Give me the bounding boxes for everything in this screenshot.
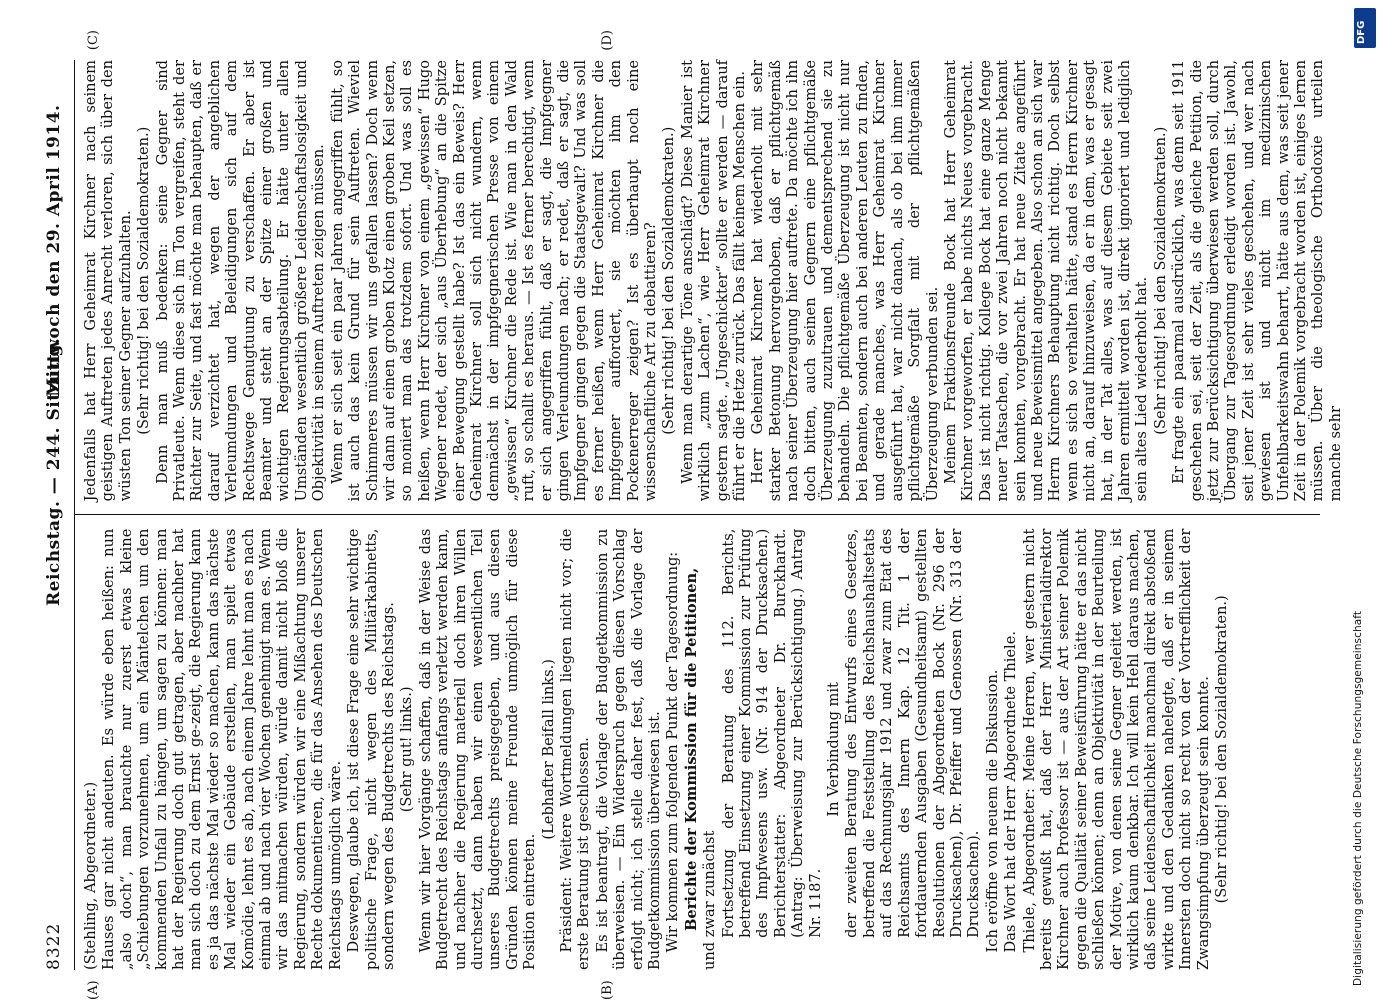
agenda-item: Fortsetzung der Beratung des 112. Berichts, betreffend Einsetzung einer Kommission zur Prüfung des Impfwesens usw. (Nr. 914 der Drucksachen.) Berichterstatter: Abgeordneter Dr. Burckhardt. (Antrag: Überweisung zur Berücksichtigung.) Antrag Nr. 1187. — [719, 528, 824, 938]
paragraph: Meinem Fraktionsfreunde Bock hat Herr Geheimrat Kirchner vorgeworfen, er habe nichts Neues vorgebracht. Das ist nicht richtig. Kollege Bock hat eine ganze Menge neuer Tatsachen, die vor zwei Jahren noch nicht bekannt sein konnten, vorgebracht. Er hat neue Zitate angeführt und neue Beweismittel angegeben. Also schon an sich war Herrn Kirchners Behauptung nicht richtig. Doch selbst wenn es sich so verhalten hätte, stand es Herrn Kirchner nicht an, darauf hinzuweisen, da er in dem, was er gesagt hat, in der Tat alles, was auf diesem Gebiete seit zwei Jahren ermittelt worden ist, direkt ignoriert und lediglich sein altes Lied wiederholt hat. — [941, 60, 1151, 502]
paragraph: und zwar zunächst — [701, 830, 719, 970]
page-header — [40, 60, 70, 970]
interjection: (Sehr gut! links.) — [398, 686, 416, 813]
session-date: Mittwoch den 29. April 1914. — [44, 104, 64, 397]
agenda-heading: Berichte der Kommission für die Petitionen, — [682, 567, 700, 931]
digitization-note — [1352, 56, 1374, 986]
interjection: (Sehr richtig! bei den Sozialdemokraten.) — [1151, 126, 1169, 435]
right-column — [82, 60, 1344, 502]
paragraph: Das Wort hat der Herr Abgeordnete Thiele. — [1002, 631, 1020, 953]
margin-mark-b: (B) — [600, 980, 615, 1000]
interjection: (Lebhafter Beifall links.) — [539, 659, 557, 840]
paragraph: Wenn er sich seit ein paar Jahren angegriffen fühlt, so ist auch das kein Grund für sein Auftreten. Wieviel Schimmeres müssen wir uns gefallen lassen? Doch wenn wir dann auf einen groben Klotz einen groben Keil setzen, so moniert man das trotzdem sofort. Und was soll es heißen, wenn Herr Kirchner von einem „gewissen“ Hugo Wegener redet, der sich „aus Überhebung“ an die Spitze einer Bewegung gestellt habe? Ist das ein Beweis? Herr Geheimrat Kirchner soll sich nicht wundern, wenn demnächst in der impfgegnerischen Presse von einem „gewissen“ Kirchner die Rede ist. Wie man in den Wald ruft, so schallt es heraus. — Ist es ferner berechtigt, wenn er sich angegriffen fühlt, daß er sagt, die Impfgegner gingen Verleumdungen nach; er redet, daß er sagt, die Impfgegner gingen gegen die Staatsgewalt? Und was soll es ferner heißen, wenn Herr Geheimrat Kirchner die Impfgegner auffordert, sie möchten ihm den Pockenerreger zeigen? Ist es überhaupt noch eine wissenschaftliche Art zu debattieren? — [328, 60, 659, 502]
page-number: 8322 — [44, 922, 64, 970]
interjection: (Sehr richtig! bei den Sozialdemokraten.) — [135, 126, 153, 435]
left-column — [82, 529, 1322, 970]
paragraph: Denn man muß bedenken: seine Gegner sind Privatleute. Wenn diese sich im Ton vergreifen, steht der Richter zur Seite, und fast möchte man behaupten, daß er darauf verzichtet hat, wegen der angeblichen Verleumdungen und Beleidigungen sich auf dem Rechtswege Genugtuung zu verschaffen. Er aber ist Beamter und steht an der Spitze einer großen und wichtigen Regierungsabteilung. Er hätte unter allen Umständen wesentlich größere Leidenschaftslosigkeit und Objektivität in seinem Auftreten zeigen müssen. — [153, 60, 328, 502]
speaker-continued: (Stehling, Abgeordneter.) — [82, 781, 99, 970]
paragraph: Präsident: Weitere Wortmeldungen liegen nicht vor; die erste Beratung ist geschlossen. — [557, 528, 593, 970]
paragraph: Thiele, Abgeordneter: Meine Herren, wer gestern nicht bereits gewußt hat, daß der Herr Ministerialdirektor Kirchner auch Professor ist — aus der Art seiner Polemik gegen die Qualität seiner Beweisführung hätte er das nicht schließen können; denn an Objektivität in der Beurteilung der Motive, von denen seine Gegner geleitet werden, ist wirklich kaum denkbar. Ich will kein Hehl daraus machen, daß seine Leidenschaftlichkeit manchmal direkt abstoßend wirkte und den Gedanken nahelegte, daß er in seinem Innersten doch nicht so recht von der Vortrefflichkeit der Zwangsimpfung überzeugt sein konnte. — [1020, 528, 1212, 970]
paragraph: Deswegen, glaube ich, ist diese Frage eine sehr wichtige politische Frage, nicht wegen des Militärkabinetts, sondern wegen des Budgetrechts des Reichstags. — [345, 528, 397, 970]
agenda-item: der zweiten Beratung des Entwurfs eines Gesetzes, betreffend die Feststellung des Reichshaushaltsetats auf das Rechnungsjahr 1912 und zwar zum Etat des Reichsamts des Innern Kap. 12 Tit. 1 der fortdauernden Ausgaben (Gesundheitsamt) gestellten Resolutionen der Abgeordneten Bock (Nr. 296 der Drucksachen), Dr. Pfeiffer und Genossen (Nr. 313 der Drucksachen). — [843, 528, 983, 938]
header-rule — [74, 60, 75, 970]
paragraph: Es ist beantragt, die Vorlage der Budgetkommission zu überweisen. — Ein Widerspruch gegen diesen Vorschlag erfolgt nicht; ich stelle daher fest, daß die Vorlage der Budgetkommission überwiesen ist. — [593, 528, 663, 970]
column-divider — [74, 514, 1320, 515]
dfg-logo-text: DFG — [1356, 20, 1367, 44]
paragraph: Hauses gar nicht andeuten. Es würde eben heißen: nun „also doch“, man brauchte nur zuerst etwas kleine „Schiebungen vorzunehmen, um ein Mäntelchen um den kommenden Unfall zu hängen, um sagen zu können: man hat der Regierung doch gut getragen, aber nachher hat man sich doch zu dem Ernst ge-zeigt, die Regierung kann es ja das nächste Mal wieder so machen, kann das nächste Mal wieder ein Gebäude erstellen, man spielt etwas Komödie, lehnt es ab, nach einem Jahre lehnt man es nach einmal ab und nach vier Wochen genehmigt man es. Wenn wir das mitmachen würden, würde damit nicht bloß die Regierung, sondern würden wir eine Mißachtung unserer Rechte dokumentieren, die für das Ansehen des Deutschen Reichstags unmöglich wäre. — [100, 528, 344, 970]
paragraph: Wir kommen zum folgenden Punkt der Tagesordnung: — [664, 551, 682, 953]
margin-mark-d: (D) — [600, 30, 615, 51]
interjection: (Sehr richtig! bei den Sozialdemokraten.) — [1213, 595, 1230, 904]
paragraph: Wenn wir hier Vorgänge schaffen, daß in der Weise das Budgetrecht des Reichstags anfangs verletzt werden kann, und nachher die Regierung materiell doch ihren Willen durchsetzt, dann haben wir einen wesentlichen Teil unseres Budgetrechts preisgegeben, und aus diesen Gründen können meine Freunde unmöglich für diese Position eintreten. — [416, 528, 539, 970]
paragraph: Jedenfalls hat Herr Geheimrat Kirchner nach seinem geistigen Auftreten jedes Anrecht verloren, sich über den wüsten Ton seiner Gegner aufzuhalten. — [82, 60, 134, 502]
document-page — [40, 30, 1344, 1000]
paragraph: Herr Geheimrat Kirchner hat wiederholt mit sehr starker Betonung hervorgehoben, daß er pflichtgemäß nach seiner Überzeugung hier auftrete. Da möchte ich ihn doch bitten, auch seinen Gegnern eine pflichtgemäße Überzeugung zuzutrauen und dementsprechend sie zu behandeln. Die pflichtgemäße Überzeugung ist nicht nur bei Beamten, sondern auch bei anderen Leuten zu finden, und gerade manches, was Herr Geheimrat Kirchner ausgeführt hat, war nicht danach, als ob bei ihm immer pflichtgemäße Sorgfalt mit der pflichtgemäßen Überzeugung verbunden sei. — [749, 60, 941, 502]
margin-mark-c: (C) — [86, 30, 101, 51]
paragraph: Wenn man derartige Töne anschlägt? Diese Manier ist wirklich „zum Lachen“, wie Herr Geheimrat Kirchner gestern sagte. „Ungeschickter“ sollte er werden — darauf führt er die Hetze zurück. Das fällt keinem Menschen ein. — [678, 60, 749, 502]
interjection: (Sehr richtig! bei den Sozialdemokraten.) — [660, 126, 678, 435]
paragraph: Er fragte ein paarmal ausdrücklich, was denn seit 1911 geschehen sei, seit der Zeit, als die gleiche Petition, die jetzt zur Berücksichtigung überwiesen werden soll, durch Übergang zur Tagesordnung erledigt worden ist. Jawohl, seit jener Zeit ist sehr vieles geschehen, und wer nach gewiesen ist und nicht im medizinischen Unfehlbarkeitswahn beharrt, hätte aus dem, was seit jener Zeit in der Polemik vorgebracht worden ist, einiges lernen müssen. Über die theologische Orthodoxie urteilen manche sehr — [1170, 60, 1344, 502]
margin-mark-a: (A) — [86, 980, 101, 1000]
running-title: Reichstag. — 244. Sitzung. — [44, 337, 64, 606]
paragraph: Ich eröffne von neuem die Diskussion. — [983, 669, 1001, 953]
agenda-connector: In Verbindung mit — [825, 682, 843, 817]
digitization-note-text: Digitalisierung gefördert durch die Deutsche Forschungsgemeinschaft — [1352, 610, 1364, 986]
